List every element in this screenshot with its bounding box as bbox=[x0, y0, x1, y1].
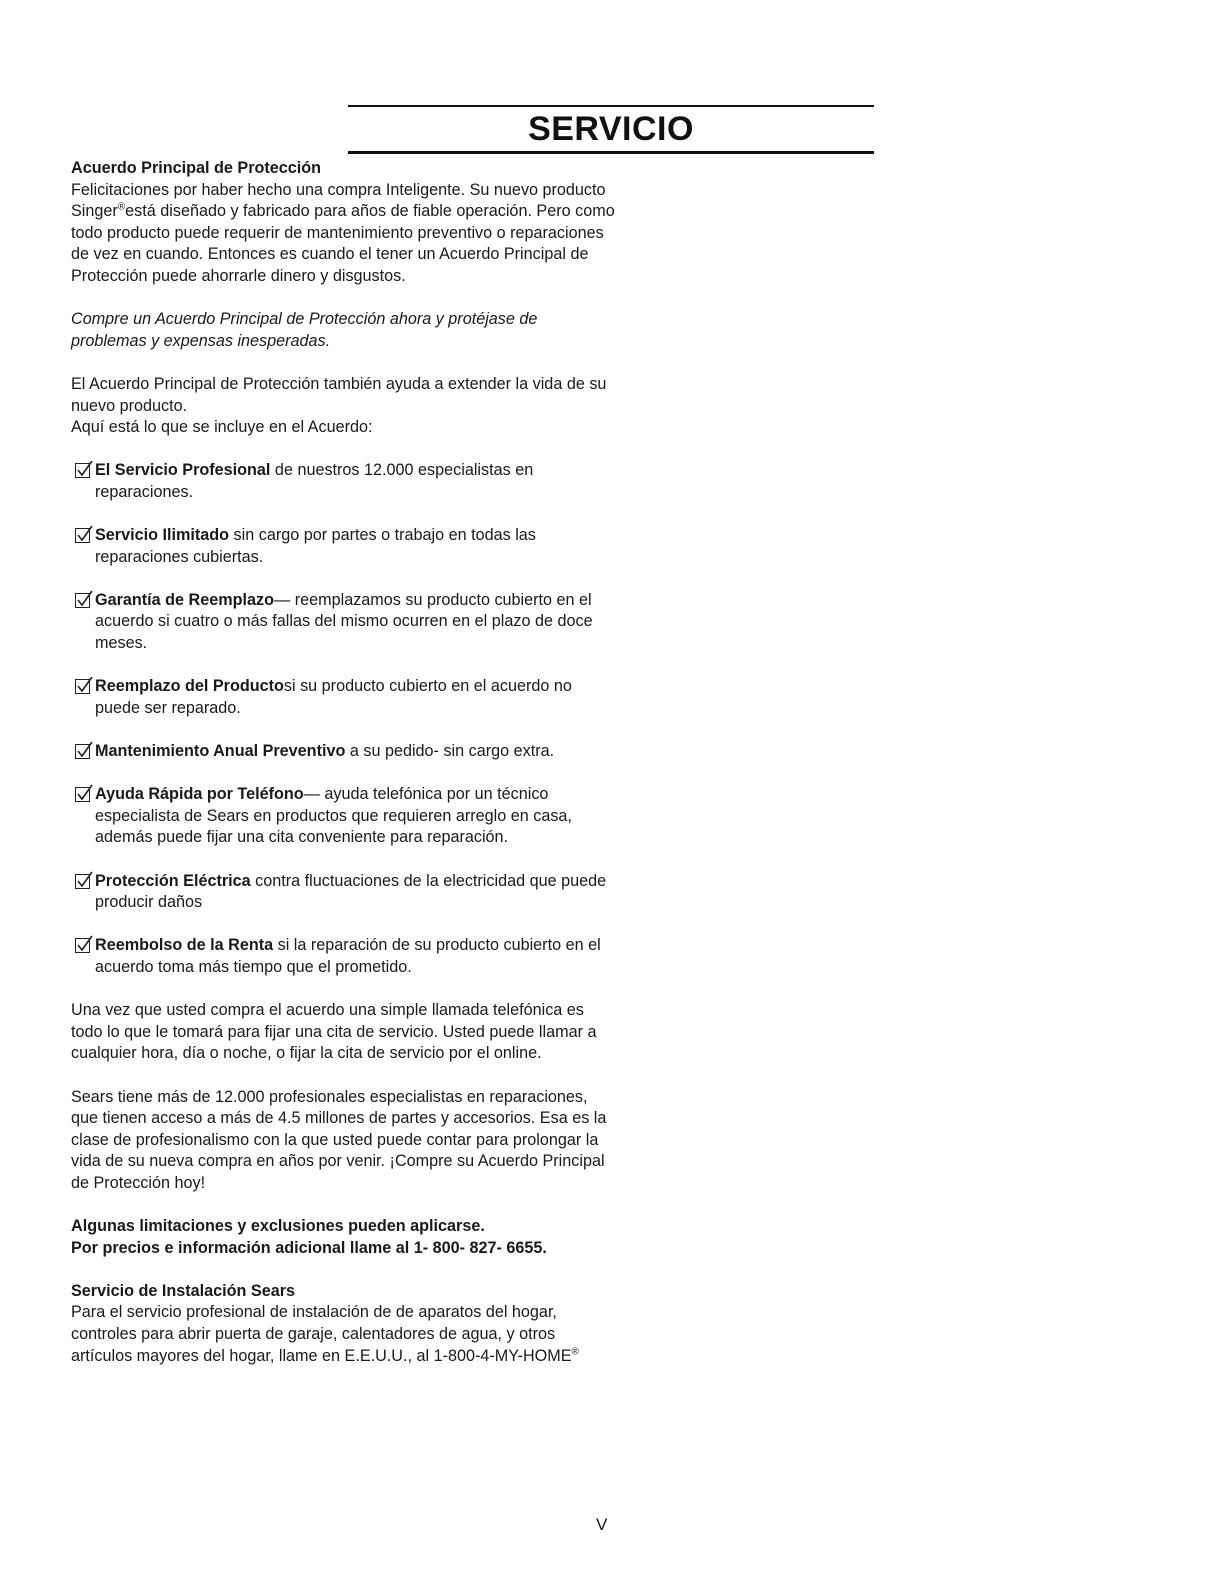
item-label: Reemplazo del Producto bbox=[95, 677, 284, 696]
list-item bbox=[71, 676, 616, 719]
item-text: si su producto cubierto en el acuerdo no puede ser reparado. bbox=[95, 677, 572, 717]
list-item bbox=[71, 590, 616, 655]
item-text: contra fluctuaciones de la electricidad que puede producir daños bbox=[95, 871, 607, 912]
item-label: Reembolso de la Renta bbox=[95, 936, 274, 955]
item-text: — ayuda telefónica por un técnico especialista de Sears en productos que requieren arreglo en casa, además puede fijar una cita conveniente para reparación. bbox=[95, 785, 572, 847]
item-text: sin cargo por partes o trabajo en todas las reparaciones cubiertas. bbox=[95, 526, 536, 566]
limitations-note: Algunas limitaciones y exclusiones pueden aplicarse. bbox=[71, 1217, 485, 1236]
list-item bbox=[71, 525, 616, 568]
item-label: Ayuda Rápida por Teléfono bbox=[95, 785, 304, 804]
phone-note: Por precios e información adicional llame al 1- 800- 827- 6655. bbox=[71, 1238, 547, 1257]
registered-mark: ® bbox=[571, 1346, 579, 1358]
item-text: a su pedido- sin cargo extra. bbox=[345, 742, 555, 761]
intro-paragraph bbox=[71, 180, 616, 288]
install-heading: Servicio de Instalación Sears bbox=[71, 1281, 296, 1300]
list-item bbox=[71, 935, 616, 978]
italic-callout: Compre un Acuerdo Principal de Protección ahora y protéjase de problemas y expensas inesperadas. bbox=[71, 310, 538, 350]
item-label: Garantía de Reemplazo bbox=[95, 590, 275, 609]
checkbox-icon bbox=[75, 744, 90, 759]
registered-mark: ® bbox=[117, 201, 126, 213]
list-item bbox=[71, 741, 616, 763]
item-text: de nuestros 12.000 especialistas en reparaciones. bbox=[95, 461, 534, 501]
checkbox-icon bbox=[75, 787, 90, 802]
intro-text-b: está diseñado y fabricado para años de fiable operación. Pero como todo producto puede requerir de mantenimiento preventivo o reparaciones de vez en cuando. Entonces es cuando el tener un Acuerdo Principal de Protección puede ahorrarle dinero y disgustos. bbox=[71, 202, 615, 285]
install-paragraph bbox=[71, 1302, 616, 1367]
includes-paragraph: Aquí está lo que se incluye en el Acuerdo: bbox=[71, 418, 373, 437]
checkbox-icon bbox=[75, 593, 90, 608]
list-item bbox=[71, 460, 616, 503]
sears-paragraph: Sears tiene más de 12.000 profesionales especialistas en reparaciones, que tienen acceso a más de 4.5 millones de partes y accesorios. Esa es la clase de profesionalismo con la que usted puede contar para prolongar la vida de su nueva compra en años por venir. ¡Compre su Acuerdo Principal de Protección hoy! bbox=[71, 1087, 607, 1192]
extend-paragraph: El Acuerdo Principal de Protección también ayuda a extender la vida de su nuevo producto. bbox=[71, 374, 607, 415]
item-label: Protección Eléctrica bbox=[95, 871, 251, 890]
protection-heading: Acuerdo Principal de Protección bbox=[71, 159, 322, 177]
list-item bbox=[71, 784, 616, 849]
list-item bbox=[71, 871, 616, 914]
checkbox-icon bbox=[75, 874, 90, 889]
checkbox-icon bbox=[75, 679, 90, 694]
call-paragraph: Una vez que usted compra el acuerdo una simple llamada telefónica es todo lo que le tomará para fijar una cita de servicio. Usted puede llamar a cualquier hora, día o noche, o fijar la cita de servicio por el online. bbox=[71, 1001, 597, 1063]
item-label: Mantenimiento Anual Preventivo bbox=[95, 742, 346, 761]
item-text: si la reparación de su producto cubierto en el acuerdo toma más tiempo que el prometido. bbox=[95, 936, 601, 976]
page-title: SERVICIO bbox=[528, 110, 694, 148]
checkbox-icon bbox=[75, 528, 90, 543]
item-label: El Servicio Profesional bbox=[95, 461, 271, 480]
item-text: — reemplazamos su producto cubierto en el acuerdo si cuatro o más fallas del mismo ocurren en el plazo de doce meses. bbox=[95, 590, 593, 653]
checkbox-icon bbox=[75, 938, 90, 953]
install-text: Para el servicio profesional de instalación de de aparatos del hogar, controles para abrir puerta de garaje, calentadores de agua, y otros artículos mayores del hogar, llame en E.E.U.U., al 1-800-4-MY-HOME bbox=[71, 1303, 572, 1365]
title-rule-box bbox=[348, 105, 874, 154]
checkbox-icon bbox=[75, 463, 90, 478]
intro-text-a: Felicitaciones por haber hecho una compra Inteligente. Su nuevo producto Singer bbox=[71, 180, 606, 221]
page-number: V bbox=[596, 1515, 608, 1534]
benefits-list bbox=[71, 460, 616, 978]
main-column bbox=[71, 158, 616, 1367]
item-label: Servicio Ilimitado bbox=[95, 526, 230, 545]
